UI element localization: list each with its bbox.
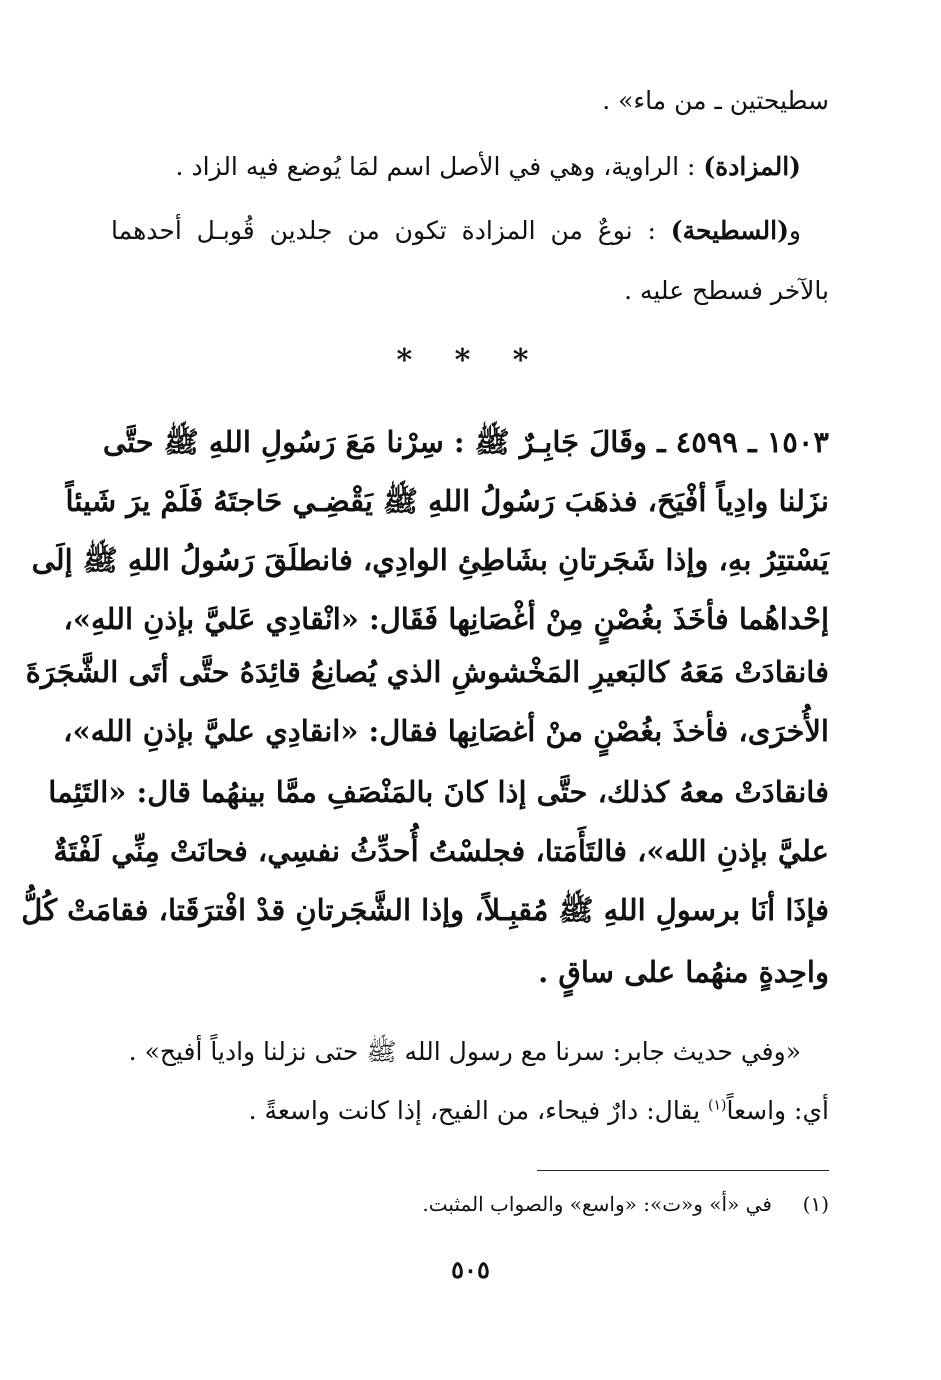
hadith-line: واحِدةٍ منهُما على ساقٍ .: [538, 955, 829, 989]
hadith-line: يَسْتتِرُ بهِ، وإذا شَجَرتانِ بشَاطِئِ الوادِي، فانطلَقَ رَسُولُ اللهِ ﷺ إلَى: [31, 543, 829, 577]
term-satiha: (السطيحة): [670, 216, 789, 245]
line-text: بالآخر فسطح عليه .: [624, 276, 829, 305]
footnote-marker: (١): [802, 1192, 829, 1216]
hadith-line: نزَلنا وادِياً أفْيَحَ، فذهَبَ رَسُولُ اللهِ ﷺ يَقْضِـي حَاجتَهُ فَلَمْ يرَ شَيئاً: [65, 484, 829, 518]
hadith-line: فانقادَتْ معهُ كذلك، حتَّى إذا كانَ بالمَنْصَفِ ممَّا بينهُما قال: «التَئِما: [48, 775, 829, 809]
definition-satiha: [111, 216, 801, 246]
section-separator: * * *: [396, 343, 545, 378]
definition-mazada: [111, 152, 801, 182]
commentary-line: [111, 1096, 829, 1126]
definition-satiha-cont: [111, 276, 829, 306]
footnote-rule: [537, 1170, 829, 1171]
footnote-text: في «أ» و«ت»: «واسع» والصواب المثبت.: [422, 1192, 772, 1216]
commentary-text: يقال: دارٌ فيحاء، من الفيح، إذا كانت واسعةً .: [248, 1096, 708, 1125]
commentary-line: [111, 1037, 801, 1067]
definition-text: : نوعٌ من المزادة تكون من جلدين قُوبـل أحدهما: [111, 216, 671, 245]
hadith-line: عليَّ بإذنِ الله»، فالتَأَمَتا، فجلسْتُ أُحدِّثُ نفسِي، فحانَتْ مِنِّي لَفْتَةٌ: [53, 834, 829, 868]
hadith-line: فانقادَتْ مَعَهُ كالبَعيرِ المَخْشوشِ الذي يُصانِعُ قائِدَهُ حتَّى أتَى الشَّجَرَةَ: [25, 655, 829, 689]
page-number: ٥٠٥: [451, 1255, 490, 1284]
hadith-line: الأُخرَى، فأخذَ بغُصْنٍ منْ أغصَانِها فقال: «انقادِي عليَّ بإذنِ الله»،: [63, 714, 829, 748]
hadith-line: ١٥٠٣ ـ ٤٥٩٩ ـ وقَالَ جَابِـرٌ ﷺ : سِرْنا مَعَ رَسُولِ اللهِ ﷺ حتَّى: [102, 425, 829, 459]
text-line-satihatayn: [111, 86, 829, 116]
term-mazada: (المزادة): [703, 152, 801, 181]
prefix-waw: و: [788, 216, 801, 245]
commentary-text: أي: واسعاً: [726, 1096, 829, 1125]
commentary-text: «وفي حديث جابر: سرنا مع رسول الله ﷺ حتى نزلنا وادياً أفيح» .: [128, 1037, 801, 1066]
footnote-reference[interactable]: (١): [708, 1097, 727, 1114]
hadith-line: إحْداهُما فأخَذَ بغُصْنٍ مِنْ أغْصَانِها فَقَال: «انْقادِي عَليَّ بإذنِ اللهِ»،: [63, 602, 829, 636]
line-text: سطيحتين ـ من ماء» .: [602, 86, 829, 115]
footnote: [111, 1192, 829, 1216]
hadith-line: فإذَا أنَا برسولِ اللهِ ﷺ مُقبِـلاً، وإذا الشَّجَرتانِ قدْ افْترَقَتا، فقامَتْ كُلُّ: [21, 893, 829, 927]
definition-text: : الراوية، وهي في الأصل اسم لمَا يُوضع فيه الزاد .: [175, 152, 704, 181]
